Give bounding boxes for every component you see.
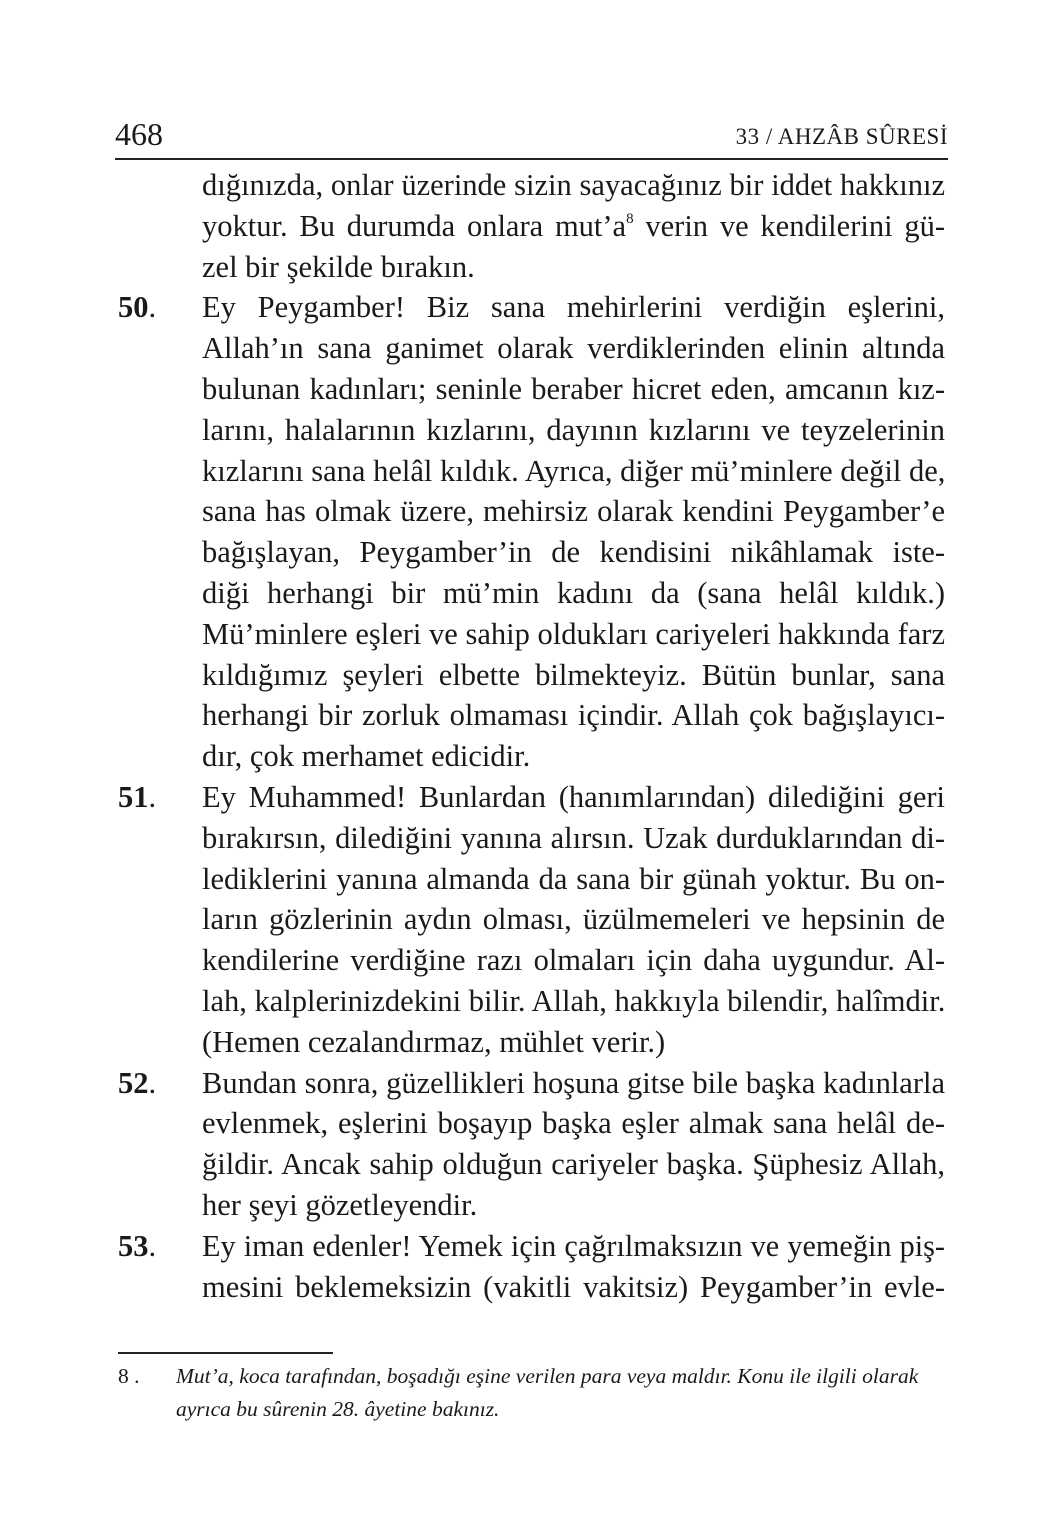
verse-number: 50. [118, 290, 157, 325]
text-line: evlenmek, eşlerini boşayıp başka eşler almak sana helâl de- [202, 1106, 945, 1141]
text-line: bağışlayan, Peygamber’in de kendisini nikâhlamak iste- [202, 535, 945, 570]
text-line: Mü’minlere eşleri ve sahip oldukları cariyeleri hakkında farz [202, 616, 945, 651]
text-line: Ey Peygamber! Biz sana mehirlerini verdiğin eşlerini, [202, 290, 945, 325]
page-number: 468 [115, 116, 163, 152]
text-line: zel bir şekilde bırakın. [202, 249, 475, 284]
verse-51 [118, 777, 945, 1063]
text-line: lah, kalplerinizdekini bilir. Allah, hakkıyla bilendir, halîmdir. [202, 983, 946, 1018]
continuation-paragraph [118, 165, 945, 287]
text-line: dır, çok merhamet edicidir. [202, 739, 531, 774]
verse-number: 52. [118, 1065, 157, 1100]
text-line: bulunan kadınları; seninle beraber hicret eden, amcanın kız- [202, 371, 945, 406]
text-line: Allah’ın sana ganimet olarak verdiklerinden elinin altında [202, 331, 945, 366]
text-line-with-footnote [202, 206, 945, 247]
verse-number: 53. [118, 1228, 157, 1263]
verse-52 [118, 1063, 945, 1226]
text-line: ğildir. Ancak sahip olduğun cariyeler başka. Şüphesiz Allah, [202, 1147, 945, 1182]
text-line: dığınızda, onlar üzerinde sizin sayacağınız bir iddet hakkınız [202, 168, 945, 202]
verse-50 [118, 287, 945, 777]
running-title: 33 / AHZÂB SÛRESİ [735, 124, 948, 149]
verse-number-value: 51 [118, 779, 149, 814]
text-line: her şeyi gözetleyendir. [202, 1187, 478, 1222]
text-line: larını, halalarının kızlarını, dayının kızlarını ve teyzelerinin [202, 412, 945, 447]
text-line: lediklerini yanına almanda da sana bir günah yoktur. Bu on- [202, 861, 945, 896]
text-line: ların gözlerinin aydın olması, üzülmemeleri ve hepsinin de [202, 902, 945, 937]
text-line: kıldığımız şeyleri elbette bilmekteyiz. Bütün bunlar, sana [202, 657, 945, 692]
text-line: diği herhangi bir mü’min kadını da (sana helâl kıldık.) [202, 575, 945, 610]
text-line: kendilerine verdiğine razı olmaları için daha uygundur. Al- [202, 943, 945, 978]
text-line: Bundan sonra, güzellikleri hoşuna gitse bile başka kadınlarla [202, 1065, 945, 1100]
body-text [118, 165, 945, 1307]
text-line: (Hemen cezalandırmaz, mühlet verir.) [202, 1024, 666, 1059]
text-line: Ey Muhammed! Bunlardan (hanımlarından) dilediğini geri [202, 779, 945, 814]
text-line: bırakırsın, dilediğini yanına alırsın. Uzak durduklarından di- [202, 820, 945, 855]
page-header [115, 112, 948, 160]
verse-number-value: 50 [118, 290, 149, 325]
text-line: Ey iman edenler! Yemek için çağrılmaksızın ve yemeğin piş- [202, 1228, 945, 1263]
text-fragment: verin ve kendilerini gü- [633, 208, 945, 243]
footnote-divider [118, 1352, 333, 1354]
text-line: sana has olmak üzere, mehirsiz olarak kendini Peygamber’e [202, 494, 945, 529]
text-line: kızlarını sana helâl kıldık. Ayrıca, diğer mü’minlere değil de, [202, 453, 946, 488]
footnote-reference: 8 [626, 210, 634, 227]
footnote-line: ayrıca bu sûrenin 28. âyetine bakınız. [176, 1397, 500, 1421]
verse-number-value: 53 [118, 1228, 149, 1263]
verse-number-value: 52 [118, 1065, 149, 1100]
footnote [118, 1360, 945, 1426]
text-fragment: yoktur. Bu durumda onlara mut’a [202, 208, 627, 243]
footnote-line: Mut’a, koca tarafından, boşadığı eşine verilen para veya maldır. Konu ile ilgili olarak [176, 1364, 919, 1388]
verse-53 [118, 1226, 945, 1308]
text-line: herhangi bir zorluk olmaması içindir. Allah çok bağışlayıcı- [202, 698, 945, 733]
footnote-number: 8 . [118, 1364, 140, 1388]
verse-number: 51. [118, 779, 157, 814]
text-line: mesini beklemeksizin (vakitli vakitsiz) Peygamber’in evle- [202, 1269, 945, 1304]
